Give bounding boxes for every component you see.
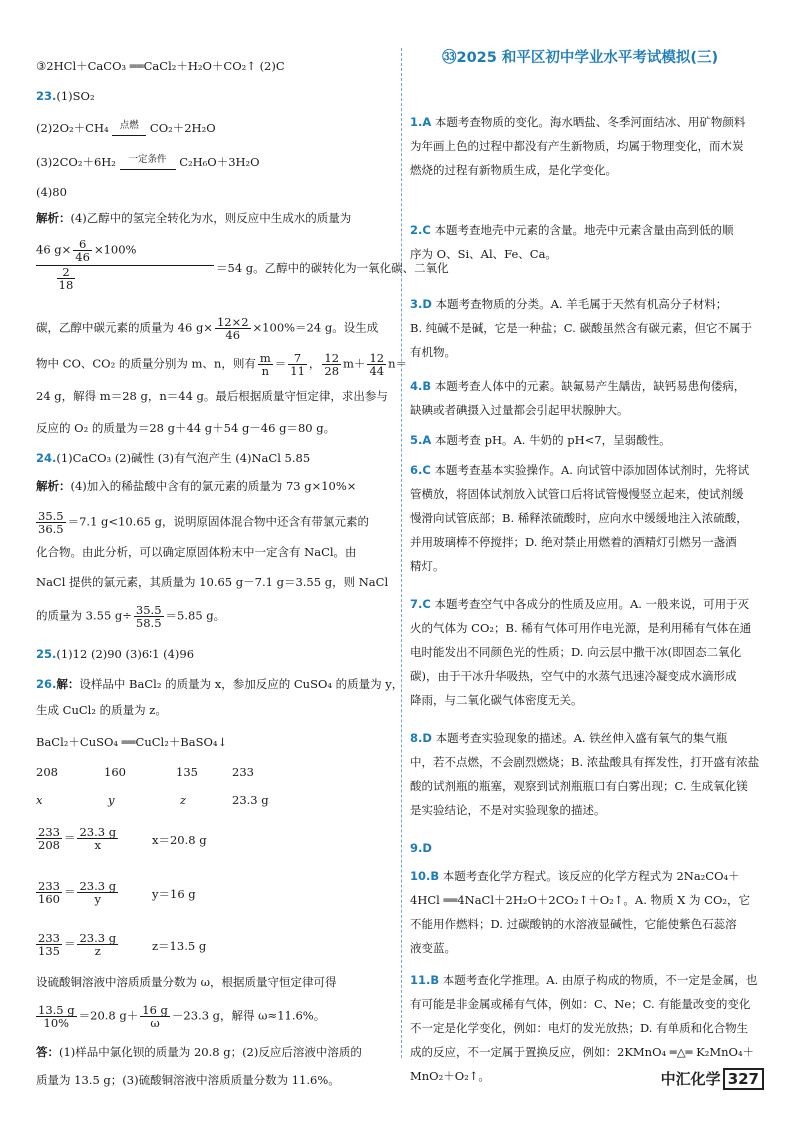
question-26-equation: BaCl₂＋CuSO₄ ══CuCl₂＋BaSO₄↓ [36, 735, 228, 749]
water-mass-fraction [36, 238, 214, 291]
answer-line [410, 640, 768, 664]
fraction [322, 352, 341, 377]
question-24-answer [36, 450, 310, 466]
answer-text: 是实验结论，不是对实验现象的描述。 [410, 803, 606, 817]
answer-text: 液变蓝。 [410, 941, 456, 955]
answer-text: (1)SO₂ [56, 89, 95, 103]
equation-right: C₂H₆O＋3H₂O [179, 155, 260, 169]
answer-line [410, 554, 768, 578]
answer-line [410, 912, 768, 936]
answer-line [410, 750, 768, 774]
answer-line [410, 1040, 768, 1064]
answer-text: 缺碘或者碘摄入过量都会引起甲状腺肿大。 [410, 403, 629, 417]
denominator: 44 [369, 364, 385, 378]
answer-line [410, 398, 768, 422]
question-number: 26. [36, 677, 57, 691]
answer-text: 本题考查 pH。A. 牛奶的 pH<7，呈弱酸性。 [431, 433, 671, 447]
answer-item [410, 836, 768, 860]
question-26-line2: 生成 CuCl₂ 的质量为 z。 [36, 703, 167, 717]
question-number: 9.D [410, 841, 432, 855]
question-26-omega [36, 1004, 325, 1029]
explanation-text: ＝7.1 g<10.65 g，说明原固体混合物中还含有带氯元素的 [67, 514, 369, 529]
denominator: z [94, 944, 101, 958]
answer-line [410, 530, 768, 554]
page-footer [661, 1068, 764, 1089]
ratio-x: $\frac{233}{208}$ ＝ $\frac{23.3 g}{x}$ [38, 825, 117, 852]
numerator: 23.3 g [79, 931, 117, 945]
denominator: 58.5 [135, 616, 162, 630]
solution-text: －23.3 g，解得 ω≈11.6%。 [171, 1008, 326, 1023]
explanation-23-line6: 反应的 O₂ 的质量为＝28 g＋44 g＋54 g－46 g＝80 g。 [36, 421, 336, 435]
explanation-text: 物中 CO、CO₂ 的质量分别为 m、n，则有 [36, 356, 256, 371]
ratio-y: $\frac{233}{160}$ ＝ $\frac{23.3 g}{y}$ [38, 879, 117, 906]
answer-item [410, 428, 768, 452]
explanation-text: ＝5.85 g。 [165, 608, 226, 623]
answer-text: 慢滑向试管底部；B. 稀释浓硫酸时，应向水中缓缓地注入浓硫酸， [410, 511, 748, 525]
answer-text: 本题考查化学方程式。该反应的化学方程式为 2Na₂CO₄＋ [439, 869, 740, 883]
question-25-answer [36, 646, 194, 662]
explanation-text: ， [308, 356, 321, 371]
answer-line [410, 864, 768, 888]
fraction [215, 316, 251, 341]
reaction-condition [120, 155, 176, 170]
explanation-text: 的质量为 3.55 g÷ [36, 608, 132, 623]
answer-item [410, 726, 768, 822]
result-z: z＝13.5 g [152, 939, 207, 953]
answer-item [410, 218, 768, 266]
answer-item [410, 458, 768, 578]
answer-line [410, 592, 768, 616]
fraction-text: ×100% [93, 242, 137, 257]
answer-text: 并用玻璃棒不停搅拌；D. 绝对禁止用燃着的酒精灯引燃另一盏酒 [410, 535, 737, 549]
explanation-text: m＋ [343, 356, 366, 371]
answer-text: 降雨，与二氧化碳气体密度无关。 [410, 693, 583, 707]
explanation-23-line2: ＝54 g。乙醇中的碳转化为一氧化碳、二氧化 [216, 261, 449, 275]
numerator: 23.3 g [79, 879, 117, 893]
answer-text: 不能用作燃料；D. 过碳酸钠的水溶液显碱性，它能使紫色石蕊溶 [410, 917, 737, 931]
answer-text: 电时能发出不同颜色光的性质；D. 向云层中撒干冰(即固态二氧化 [410, 645, 742, 659]
answer-line [410, 428, 768, 452]
solution-label: 解： [56, 677, 80, 691]
answer-line [410, 664, 768, 688]
section-title: ㉝2025 和平区初中学业水平考试模拟(三) [442, 50, 719, 66]
equation-left: (3)2CO₂＋6H₂ [36, 155, 116, 169]
denominator: 208 [38, 838, 60, 852]
explanation-text: (4)乙醇中的氢完全转化为水，则反应中生成水的质量为 [70, 211, 352, 225]
fraction [77, 932, 118, 957]
answer-text: 本题考查人体中的元素。缺氟易产生龋齿，缺钙易患佝偻病， [431, 379, 746, 393]
numerator: 35.5 [38, 509, 64, 523]
denominator: x [94, 838, 102, 852]
equation-right: CO₂＋2H₂O [149, 121, 216, 135]
explanation-24-line1 [36, 478, 356, 494]
answer-text: 火的气体为 CO₂；B. 稀有气体可用作电光源，是利用稀有气体在通 [410, 621, 752, 635]
answer-line [410, 726, 768, 750]
explanation-24-line2 [36, 510, 369, 535]
answer-line [410, 506, 768, 530]
denominator: 46 [75, 250, 90, 264]
answer-item [410, 292, 768, 364]
denominator: 160 [38, 892, 60, 906]
molar-mass-135: 135 [176, 765, 198, 779]
explanation-text: ＝ [274, 356, 287, 371]
reaction-condition [112, 121, 146, 136]
reaction-arrow [112, 131, 146, 136]
answer-line [410, 1016, 768, 1040]
answer-line2: 质量为 13.5 g；(3)硫酸铜溶液中溶质质量分数为 11.6%。 [36, 1073, 340, 1087]
fraction [258, 352, 273, 377]
explanation-23-line4 [36, 352, 407, 377]
question-number: 5.A [410, 433, 432, 447]
solution-text: ＝20.8 g＋ [78, 1008, 139, 1023]
question-number: 25. [36, 647, 57, 661]
question-number: 23. [36, 89, 57, 103]
answer-text: 序为 O、Si、Al、Fe、Ca。 [410, 247, 557, 261]
numerator: m [259, 351, 271, 365]
denominator: ω [150, 1016, 160, 1030]
fraction-text: 46 g× [36, 242, 72, 257]
explanation-label: 解析： [36, 211, 71, 225]
answer-text: 中，若不点燃，不会剧烈燃烧；B. 浓盐酸具有挥发性，打开盛有浓盐 [410, 755, 760, 769]
answer-text: (1)样品中氯化钡的质量为 20.8 g；(2)反应后溶液中溶质的 [59, 1045, 362, 1059]
answer-line [410, 340, 768, 364]
answer-line [410, 158, 768, 182]
fraction [36, 826, 62, 851]
reaction-arrow [120, 165, 176, 170]
answer-text: 成的反应，不一定属于置换反应，例如：2KMnO₄ ═△═ K₂MnO₄＋ [410, 1045, 755, 1059]
numerator: 12×2 [216, 315, 249, 329]
fraction [36, 932, 62, 957]
answer-line [410, 110, 768, 134]
numerator: 12 [369, 351, 385, 365]
explanation-text: (4)加入的稀盐酸中含有的氯元素的质量为 73 g×10%× [70, 479, 357, 493]
numerator: 35.5 [135, 603, 162, 617]
answer-text: 有机物。 [410, 345, 456, 359]
fraction-numerator [36, 238, 214, 263]
answer-text: MnO₂＋O₂↑。 [410, 1069, 490, 1083]
explanation-24-line3: 化合物。由此分析，可以确定原固体粉末中一定含有 NaCl。由 [36, 545, 357, 559]
question-23-part2 [36, 120, 216, 136]
ratio-z: $\frac{233}{135}$ ＝ $\frac{23.3 g}{z}$ [38, 931, 117, 958]
numerator: 23.3 g [79, 825, 117, 839]
question-number: 10.B [410, 869, 440, 883]
explanation-label: 解析： [36, 479, 71, 493]
answer-text: 酸的试剂瓶的瓶塞，观察到试剂瓶瓶口有白雾出现；C. 生成氧化镁 [410, 779, 748, 793]
fraction [36, 510, 66, 535]
answer-line [410, 968, 768, 992]
numerator: 233 [38, 879, 60, 893]
molar-mass-208: 208 [36, 765, 58, 779]
condition-label: 一定条件 [128, 154, 167, 165]
question-number: 6.C [410, 463, 431, 477]
explanation-24-line5 [36, 604, 225, 629]
question-23-part3 [36, 154, 260, 170]
answer-text: 不一定是化学变化，例如：电灯的发光放热；D. 有单质和化合物生 [410, 1021, 749, 1035]
answer-line [410, 134, 768, 158]
question-number: 7.C [410, 597, 431, 611]
answer-text: 碳)，由于干冰升华吸热，空气中的水蒸气迅速冷凝变成水滴形成 [410, 669, 737, 683]
question-number: 24. [36, 451, 57, 465]
answer-item [410, 864, 768, 960]
denominator: 135 [38, 944, 60, 958]
answer-line [410, 242, 768, 266]
denominator: 18 [58, 278, 74, 292]
answer-line [410, 218, 768, 242]
fraction [77, 826, 118, 851]
answer-text: B. 纯碱不是碱，它是一种盐；C. 碳酸虽然含有碳元素，但它不属于 [410, 321, 752, 335]
explanation-23-line3 [36, 316, 378, 341]
denominator: n [261, 364, 269, 378]
answer-text: 本题考查物质的分类。A. 羊毛属于天然有机高分子材料； [431, 297, 728, 311]
answer-line [410, 992, 768, 1016]
numerator: 6 [73, 238, 92, 251]
answer-line [410, 688, 768, 712]
fraction [288, 352, 307, 377]
answer-line [410, 888, 768, 912]
numerator: 7 [288, 352, 307, 365]
answer-item [410, 110, 768, 182]
fraction-denominator [36, 266, 96, 291]
denominator: 36.5 [38, 522, 64, 536]
condition-label: 点燃 [119, 120, 139, 131]
answer-line [410, 774, 768, 798]
answer-text: 有可能是非金属或稀有气体，例如：C、Ne；C. 有能量改变的变化 [410, 997, 751, 1011]
fraction [73, 238, 92, 263]
page-number: 327 [723, 1068, 764, 1090]
question-number: 2.C [410, 223, 431, 237]
answer-text: (1)12 (2)90 (3)6∶1 (4)96 [56, 647, 195, 661]
answer-line [410, 458, 768, 482]
explanation-23-line5: 24 g，解得 m＝28 g，n＝44 g。最后根据质量守恒定律，求出参与 [36, 389, 388, 403]
numerator: 12 [324, 351, 340, 365]
explanation-text: n＝ [388, 356, 407, 371]
answer-text: 本题考查地壳中元素的含量。地壳中元素含量由高到低的顺 [430, 223, 734, 237]
solution-text: 设样品中 BaCl₂ 的质量为 x，参加反应的 CuSO₄ 的质量为 y， [79, 677, 404, 691]
denominator: y [94, 892, 102, 906]
answer-22-continued: ③2HCl＋CaCO₃ ══CaCl₂＋H₂O＋CO₂↑ (2)C [36, 59, 285, 73]
mass-baso4: 23.3 g [232, 793, 269, 807]
variable-z: z [180, 793, 187, 807]
answer-label: 答： [36, 1045, 59, 1059]
numerator: 16 g [142, 1003, 168, 1017]
equation-left: (2)2O₂＋CH₄ [36, 121, 109, 135]
answer-text: (1)CaCO₃ (2)碱性 (3)有气泡产生 (4)NaCl 5.85 [56, 451, 311, 465]
answer-line [410, 316, 768, 340]
answer-text: 管横放，将固体试剂放入试管口后将试管慢慢竖立起来，使试剂缓 [410, 487, 744, 501]
answer-text: 精灯。 [410, 559, 445, 573]
answer-line [410, 374, 768, 398]
answer-line [410, 482, 768, 506]
denominator: 46 [225, 328, 241, 342]
column-divider [401, 48, 402, 1058]
answer-line [410, 292, 768, 316]
result-x: x＝20.8 g [152, 833, 207, 847]
question-23-part4: (4)80 [36, 185, 67, 199]
variable-y: y [108, 793, 115, 807]
numerator: 233 [38, 825, 60, 839]
answer-text: 本题考查实验现象的描述。A. 铁丝伸入盛有氧气的集气瓶 [431, 731, 728, 745]
answer-line [410, 798, 768, 822]
result-y: y＝16 g [152, 887, 196, 901]
answer-text: 燃烧的过程有新物质生成，是化学变化。 [410, 163, 617, 177]
question-23-part1 [36, 88, 95, 104]
molar-mass-233: 233 [232, 765, 254, 779]
molar-mass-160: 160 [104, 765, 126, 779]
answer-item [410, 592, 768, 712]
answer-text: 本题考查空气中各成分的性质及应用。A. 一般来说，可用于灭 [430, 597, 750, 611]
explanation-text: ×100%＝24 g。设生成 [252, 320, 379, 335]
explanation-23-line1 [36, 210, 351, 226]
fraction [57, 266, 76, 291]
fraction [77, 880, 118, 905]
variable-x: x [36, 793, 43, 807]
answer-line1 [36, 1044, 362, 1060]
answer-text: 本题考查物质的变化。海水晒盐、冬季河面结冰、用矿物颜料 [431, 115, 746, 129]
answer-text: 本题考查化学推理。A. 由原子构成的物质，不一定是金属，也 [439, 973, 758, 987]
question-number: 4.B [410, 379, 432, 393]
explanation-text: 碳，乙醇中碳元素的质量为 46 g× [36, 320, 213, 335]
fraction [134, 604, 164, 629]
numerator: 233 [38, 931, 60, 945]
question-number: 11.B [410, 973, 440, 987]
fraction [36, 1004, 77, 1029]
answer-line [410, 616, 768, 640]
answer-line [410, 936, 768, 960]
answer-item [410, 374, 768, 422]
answer-text: 为年画上色的过程中都没有产生新物质，均属于物理变化，而木炭 [410, 139, 744, 153]
fraction [140, 1004, 170, 1029]
denominator: 28 [324, 364, 340, 378]
question-26-line1 [36, 676, 403, 692]
question-26-mass-fraction: 设硫酸铜溶液中溶质质量分数为 ω，根据质量守恒定律可得 [36, 975, 337, 989]
question-number: 3.D [410, 297, 432, 311]
question-number: 8.D [410, 731, 432, 745]
explanation-24-line4: NaCl 提供的氯元素，其质量为 10.65 g－7.1 g＝3.55 g，则 NaCl [36, 575, 389, 589]
fraction [36, 880, 62, 905]
denominator: 10% [43, 1016, 70, 1030]
answer-text: 本题考查基本实验操作。A. 向试管中添加固体试剂时，先将试 [430, 463, 750, 477]
numerator: 13.5 g [38, 1003, 75, 1017]
denominator: 11 [290, 364, 305, 378]
book-title: 中汇化学 [660, 1070, 721, 1088]
question-number: 1.A [410, 115, 432, 129]
numerator: 2 [57, 266, 76, 279]
answer-line [410, 836, 768, 860]
fraction [367, 352, 386, 377]
answer-text: 4HCl ══4NaCl＋2H₂O＋2CO₂↑＋O₂↑。A. 物质 X 为 CO₂，它 [410, 893, 750, 907]
